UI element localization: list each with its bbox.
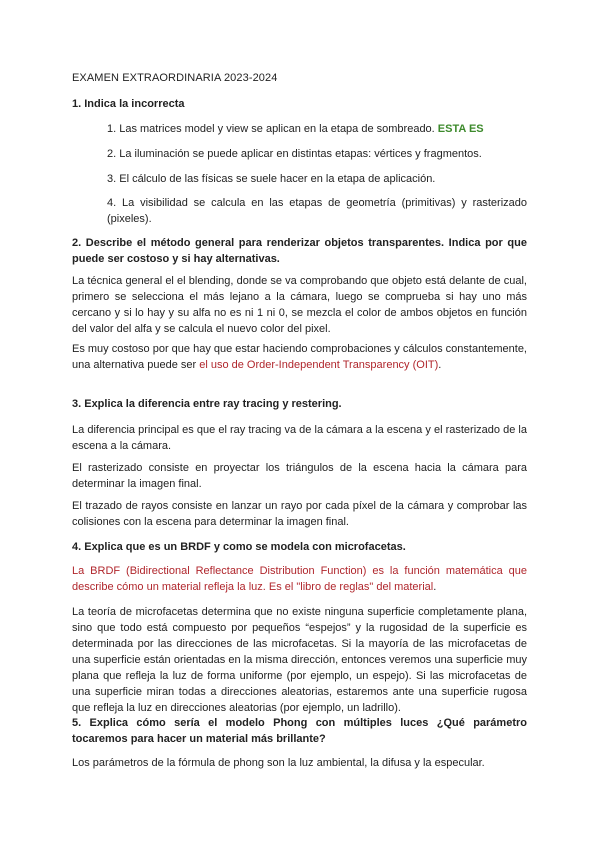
question-4-title: 4. Explica que es un BRDF y como se modela con microfacetas.	[72, 541, 406, 553]
q4-answer-end: .	[433, 581, 437, 593]
exam-title: EXAMEN EXTRAORDINARIA 2023-2024	[72, 72, 278, 84]
question-1-title: 1. Indica la incorrecta	[72, 98, 185, 110]
question-2-title: 2. Describe el método general para renderizar objetos transparentes. Indica por que puede ser costoso y si hay alternativas.	[72, 237, 527, 265]
q4-answer-paragraph-2: La teoría de microfacetas determina que no existe ninguna superficie completamente plana, sino que todo está compuesto por pequeños “espejos” y la rugosidad de la superficie es determinada por las direcciones de las microfacetas. Si la mayoría de las microfacetas de una superficie están orientadas en la misma dirección, entonces veremos una superficie muy plana que refleja la luz de forma uniforme (por ejemplo, un espejo). Si las microfacetas de una superficie miran todas a direcciones aleatorias, estaremos ante una superficie rugosa que refleja la luz en direcciones aleatorias (por ejemplo, un ladrillo).	[72, 606, 527, 714]
q1-option-3: 3. El cálculo de las físicas se suele hacer en la etapa de aplicación.	[107, 173, 436, 185]
q2-answer-end: .	[438, 359, 442, 371]
q1-option-1	[107, 121, 527, 137]
q2-alternative-highlight: el uso de Order-Independent Transparency (OIT)	[199, 359, 439, 371]
q1-correct-tag: ESTA ES	[437, 123, 484, 135]
q4-answer-paragraph-1	[72, 563, 527, 595]
q3-answer-paragraph-1: La diferencia principal es que el ray tracing va de la cámara a la escena y el rasterizado de la escena a la cámara.	[72, 424, 527, 452]
q3-answer-paragraph-3: El trazado de rayos consiste en lanzar un rayo por cada píxel de la cámara y comprobar las colisiones con la escena para determinar la imagen final.	[72, 500, 527, 528]
q4-brdf-definition-highlight: La BRDF (Bidirectional Reflectance Distribution Function) es la función matemática que describe cómo un material refleja la luz. Es el "libro de reglas" del material	[72, 565, 527, 593]
q1-option-1-text: 1. Las matrices model y view se aplican en la etapa de sombreado.	[107, 123, 438, 135]
question-3-title: 3. Explica la diferencia entre ray tracing y restering.	[72, 398, 342, 410]
q3-answer-paragraph-2: El rasterizado consiste en proyectar los triángulos de la escena hacia la cámara para determinar la imagen final.	[72, 462, 527, 490]
q1-option-2: 2. La iluminación se puede aplicar en distintas etapas: vértices y fragmentos.	[107, 148, 482, 160]
q1-option-4: 4. La visibilidad se calcula en las etapas de geometría (primitivas) y rasterizado (pixeles).	[107, 197, 527, 225]
question-5-title: 5. Explica cómo sería el modelo Phong con múltiples luces ¿Qué parámetro tocaremos para hacer un material más brillante?	[72, 717, 527, 745]
q2-answer-paragraph-2	[72, 341, 527, 373]
q2-answer-paragraph-1: La técnica general el el blending, donde se va comprobando que objeto está delante de cual, primero se selecciona el más lejano a la cámara, luego se comprueba si hay uno más cercano y si lo hay y su alfa no es ni 1 ni 0, se mezcla el color de ambos objetos en función del valor del alfa y se calcula el nuevo color del pixel.	[72, 275, 527, 335]
q5-answer-paragraph-1: Los parámetros de la fórmula de phong son la luz ambiental, la difusa y la especular.	[72, 757, 485, 769]
q2-answer-text: Es muy costoso por que hay que estar haciendo comprobaciones y cálculos constantemente, una alternativa puede ser	[72, 343, 527, 371]
